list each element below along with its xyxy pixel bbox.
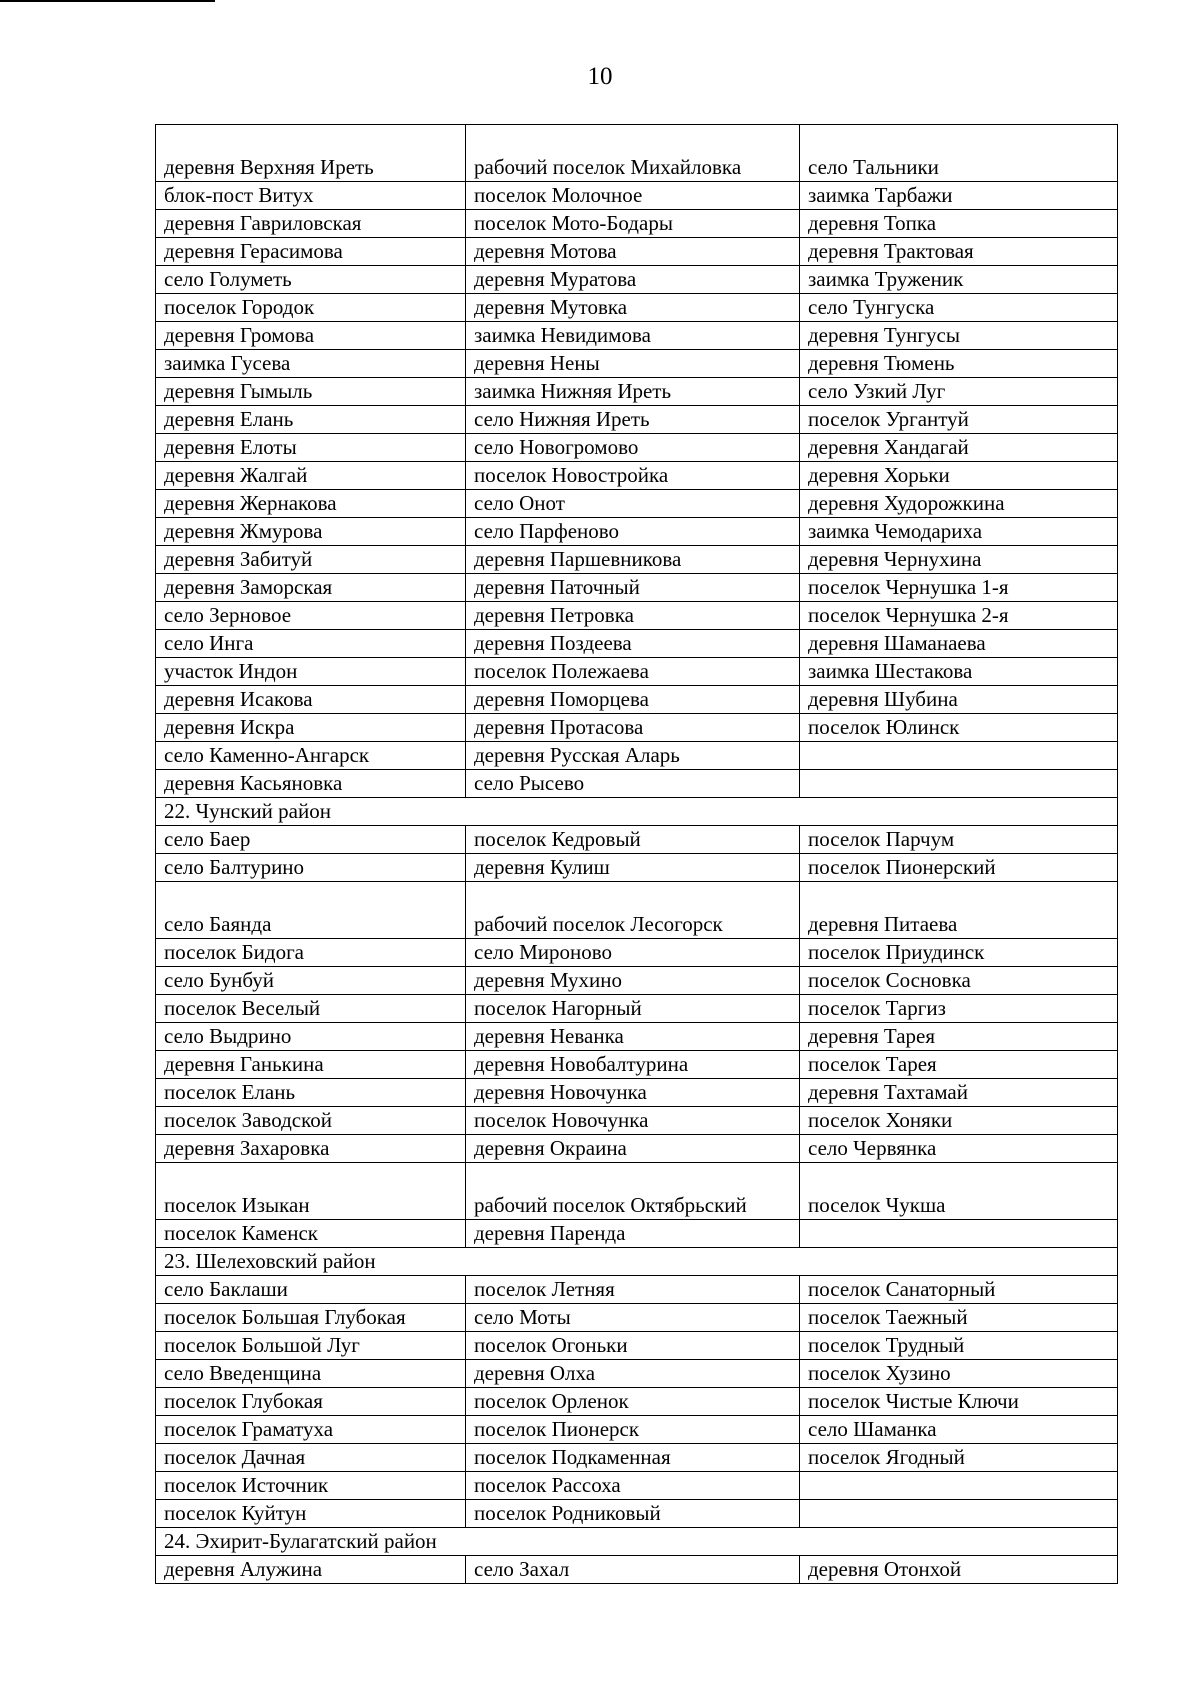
table-row bbox=[156, 658, 1118, 686]
table-cell: участок Индон bbox=[156, 658, 466, 686]
table-cell: заимка Шестакова bbox=[800, 658, 1118, 686]
table-cell: деревня Тахтамай bbox=[800, 1079, 1118, 1107]
table-cell: деревня Тунгусы bbox=[800, 322, 1118, 350]
table-cell: село Тальники bbox=[800, 125, 1118, 182]
table-row bbox=[156, 266, 1118, 294]
table-cell: рабочий поселок Михайловка bbox=[466, 125, 800, 182]
table-cell: поселок Приудинск bbox=[800, 939, 1118, 967]
section-header-row bbox=[156, 798, 1118, 826]
section-header-row bbox=[156, 1248, 1118, 1276]
table-cell: поселок Новочунка bbox=[466, 1107, 800, 1135]
table-cell: деревня Хорьки bbox=[800, 462, 1118, 490]
table-cell: поселок Каменск bbox=[156, 1220, 466, 1248]
table-cell: деревня Кулиш bbox=[466, 854, 800, 882]
table-row bbox=[156, 210, 1118, 238]
table-row bbox=[156, 939, 1118, 967]
table-row bbox=[156, 1023, 1118, 1051]
table-cell: поселок Родниковый bbox=[466, 1500, 800, 1528]
table-cell: село Введенщина bbox=[156, 1360, 466, 1388]
table-cell: деревня Отонхой bbox=[800, 1556, 1118, 1584]
table-cell: деревня Елань bbox=[156, 406, 466, 434]
table-cell: деревня Паренда bbox=[466, 1220, 800, 1248]
table-cell: поселок Ургантуй bbox=[800, 406, 1118, 434]
table-cell: поселок Подкаменная bbox=[466, 1444, 800, 1472]
table-cell: деревня Заморская bbox=[156, 574, 466, 602]
table-cell: деревня Чернухина bbox=[800, 546, 1118, 574]
table-cell: поселок Ягодный bbox=[800, 1444, 1118, 1472]
table-cell: поселок Веселый bbox=[156, 995, 466, 1023]
section-header: 22. Чунский район bbox=[156, 798, 1118, 826]
table-row bbox=[156, 322, 1118, 350]
table-cell: село Парфеново bbox=[466, 518, 800, 546]
table-row bbox=[156, 350, 1118, 378]
table-cell: рабочий поселок Лесогорск bbox=[466, 882, 800, 939]
table-cell: поселок Большой Луг bbox=[156, 1332, 466, 1360]
table-cell: поселок Заводской bbox=[156, 1107, 466, 1135]
table-row bbox=[156, 742, 1118, 770]
table-cell: деревня Мутовка bbox=[466, 294, 800, 322]
table-row bbox=[156, 995, 1118, 1023]
table-row bbox=[156, 882, 1118, 939]
table-row bbox=[156, 1388, 1118, 1416]
table-cell: поселок Куйтун bbox=[156, 1500, 466, 1528]
table-cell: поселок Юлинск bbox=[800, 714, 1118, 742]
table-row bbox=[156, 854, 1118, 882]
table-cell: поселок Санаторный bbox=[800, 1276, 1118, 1304]
table-row bbox=[156, 826, 1118, 854]
table-row bbox=[156, 1107, 1118, 1135]
table-cell: поселок Нагорный bbox=[466, 995, 800, 1023]
top-rule bbox=[0, 0, 215, 2]
table-row bbox=[156, 574, 1118, 602]
table-cell: поселок Хоняки bbox=[800, 1107, 1118, 1135]
table-row bbox=[156, 1416, 1118, 1444]
table-cell: поселок Чукша bbox=[800, 1163, 1118, 1220]
table-cell: село Рысево bbox=[466, 770, 800, 798]
table-cell: село Тунгуска bbox=[800, 294, 1118, 322]
table-cell: поселок Трудный bbox=[800, 1332, 1118, 1360]
table-cell: село Баер bbox=[156, 826, 466, 854]
table-cell: заимка Чемодариха bbox=[800, 518, 1118, 546]
table-cell: деревня Поморцева bbox=[466, 686, 800, 714]
table-cell: поселок Изыкан bbox=[156, 1163, 466, 1220]
table-cell: поселок Новостройка bbox=[466, 462, 800, 490]
table-cell: деревня Забитуй bbox=[156, 546, 466, 574]
table-row bbox=[156, 518, 1118, 546]
table-cell: заимка Тарбажи bbox=[800, 182, 1118, 210]
table-cell: поселок Тарея bbox=[800, 1051, 1118, 1079]
table-cell: деревня Герасимова bbox=[156, 238, 466, 266]
table-cell: поселок Рассоха bbox=[466, 1472, 800, 1500]
table-cell bbox=[800, 1220, 1118, 1248]
table-cell: село Узкий Луг bbox=[800, 378, 1118, 406]
table-cell: заимка Труженик bbox=[800, 266, 1118, 294]
table-cell: поселок Хузино bbox=[800, 1360, 1118, 1388]
table-cell: деревня Мухино bbox=[466, 967, 800, 995]
table-row bbox=[156, 1135, 1118, 1163]
table-row bbox=[156, 434, 1118, 462]
table-cell: деревня Русская Аларь bbox=[466, 742, 800, 770]
table-cell: село Голуметь bbox=[156, 266, 466, 294]
table-cell: село Червянка bbox=[800, 1135, 1118, 1163]
table-cell: деревня Громова bbox=[156, 322, 466, 350]
table-cell: деревня Верхняя Иреть bbox=[156, 125, 466, 182]
section-header: 23. Шелеховский район bbox=[156, 1248, 1118, 1276]
table-cell: село Нижняя Иреть bbox=[466, 406, 800, 434]
table-cell: поселок Чистые Ключи bbox=[800, 1388, 1118, 1416]
table-cell: поселок Елань bbox=[156, 1079, 466, 1107]
table-cell: деревня Ганькина bbox=[156, 1051, 466, 1079]
table-cell: деревня Новочунка bbox=[466, 1079, 800, 1107]
table-row bbox=[156, 1332, 1118, 1360]
table-cell: деревня Хандагай bbox=[800, 434, 1118, 462]
table-cell: деревня Жмурова bbox=[156, 518, 466, 546]
table-cell: поселок Дачная bbox=[156, 1444, 466, 1472]
table-row bbox=[156, 1276, 1118, 1304]
table-cell: деревня Захаровка bbox=[156, 1135, 466, 1163]
table-cell: деревня Паточный bbox=[466, 574, 800, 602]
table-row bbox=[156, 1079, 1118, 1107]
table-cell: поселок Огоньки bbox=[466, 1332, 800, 1360]
table-row bbox=[156, 294, 1118, 322]
table-cell bbox=[800, 1472, 1118, 1500]
table-cell: село Баянда bbox=[156, 882, 466, 939]
table-cell: поселок Городок bbox=[156, 294, 466, 322]
table-cell: поселок Таргиз bbox=[800, 995, 1118, 1023]
table-cell: блок-пост Витух bbox=[156, 182, 466, 210]
table-cell: деревня Исакова bbox=[156, 686, 466, 714]
table-row bbox=[156, 1051, 1118, 1079]
table-cell: деревня Алужина bbox=[156, 1556, 466, 1584]
table-cell: поселок Источник bbox=[156, 1472, 466, 1500]
table-cell: деревня Новобалтурина bbox=[466, 1051, 800, 1079]
table-row bbox=[156, 630, 1118, 658]
table-cell: деревня Окраина bbox=[466, 1135, 800, 1163]
table-cell: деревня Елоты bbox=[156, 434, 466, 462]
table-cell bbox=[800, 742, 1118, 770]
table-cell: поселок Парчум bbox=[800, 826, 1118, 854]
table-cell: поселок Летняя bbox=[466, 1276, 800, 1304]
table-cell: поселок Кедровый bbox=[466, 826, 800, 854]
section-header: 24. Эхирит-Булагатский район bbox=[156, 1528, 1118, 1556]
settlements-table-body bbox=[156, 125, 1118, 1584]
table-cell: деревня Трактовая bbox=[800, 238, 1118, 266]
table-cell: деревня Нены bbox=[466, 350, 800, 378]
table-cell: поселок Сосновка bbox=[800, 967, 1118, 995]
table-cell: поселок Чернушка 1-я bbox=[800, 574, 1118, 602]
table-cell: село Баклаши bbox=[156, 1276, 466, 1304]
table-cell: рабочий поселок Октябрьский bbox=[466, 1163, 800, 1220]
table-cell: деревня Поздеева bbox=[466, 630, 800, 658]
table-cell: село Шаманка bbox=[800, 1416, 1118, 1444]
table-cell: деревня Гавриловская bbox=[156, 210, 466, 238]
table-cell: поселок Чернушка 2-я bbox=[800, 602, 1118, 630]
table-cell: заимка Нижняя Иреть bbox=[466, 378, 800, 406]
table-row bbox=[156, 967, 1118, 995]
table-cell: деревня Топка bbox=[800, 210, 1118, 238]
settlements-table bbox=[155, 124, 1118, 1584]
table-row bbox=[156, 1304, 1118, 1332]
table-row bbox=[156, 238, 1118, 266]
table-row bbox=[156, 1472, 1118, 1500]
table-cell: деревня Тарея bbox=[800, 1023, 1118, 1051]
table-cell: село Онот bbox=[466, 490, 800, 518]
table-row bbox=[156, 546, 1118, 574]
table-cell: поселок Пионерский bbox=[800, 854, 1118, 882]
table-cell: поселок Мото-Бодары bbox=[466, 210, 800, 238]
table-cell: село Моты bbox=[466, 1304, 800, 1332]
table-row bbox=[156, 406, 1118, 434]
table-row bbox=[156, 490, 1118, 518]
table-cell: деревня Мотова bbox=[466, 238, 800, 266]
table-cell: поселок Молочное bbox=[466, 182, 800, 210]
table-cell: деревня Тюмень bbox=[800, 350, 1118, 378]
table-row bbox=[156, 770, 1118, 798]
table-row bbox=[156, 1220, 1118, 1248]
table-row bbox=[156, 686, 1118, 714]
table-cell: заимка Гусева bbox=[156, 350, 466, 378]
table-cell: поселок Бидога bbox=[156, 939, 466, 967]
table-cell: деревня Протасова bbox=[466, 714, 800, 742]
page-number: 10 bbox=[587, 63, 613, 90]
table-cell: село Балтурино bbox=[156, 854, 466, 882]
table-cell: деревня Гымыль bbox=[156, 378, 466, 406]
table-cell: поселок Орленок bbox=[466, 1388, 800, 1416]
table-cell: поселок Граматуха bbox=[156, 1416, 466, 1444]
table-cell: село Бунбуй bbox=[156, 967, 466, 995]
table-cell: деревня Касьяновка bbox=[156, 770, 466, 798]
table-row bbox=[156, 462, 1118, 490]
table-cell: деревня Питаева bbox=[800, 882, 1118, 939]
table-row bbox=[156, 1500, 1118, 1528]
table-cell bbox=[800, 770, 1118, 798]
table-cell: деревня Олха bbox=[466, 1360, 800, 1388]
table-row bbox=[156, 1444, 1118, 1472]
table-cell: поселок Полежаева bbox=[466, 658, 800, 686]
table-cell: деревня Шаманаева bbox=[800, 630, 1118, 658]
table-cell: деревня Жалгай bbox=[156, 462, 466, 490]
table-cell: село Каменно-Ангарск bbox=[156, 742, 466, 770]
table-row bbox=[156, 182, 1118, 210]
table-cell: село Зерновое bbox=[156, 602, 466, 630]
table-cell: поселок Глубокая bbox=[156, 1388, 466, 1416]
table-cell: поселок Большая Глубокая bbox=[156, 1304, 466, 1332]
table-cell: деревня Паршевникова bbox=[466, 546, 800, 574]
table-cell: деревня Муратова bbox=[466, 266, 800, 294]
table-row bbox=[156, 714, 1118, 742]
table-cell: село Выдрино bbox=[156, 1023, 466, 1051]
table-cell: поселок Таежный bbox=[800, 1304, 1118, 1332]
table-row bbox=[156, 378, 1118, 406]
table-cell: село Мироново bbox=[466, 939, 800, 967]
table-row bbox=[156, 1556, 1118, 1584]
table-cell: поселок Пионерск bbox=[466, 1416, 800, 1444]
table-cell: село Захал bbox=[466, 1556, 800, 1584]
table-row bbox=[156, 125, 1118, 182]
table-cell: деревня Жернакова bbox=[156, 490, 466, 518]
table-cell: деревня Петровка bbox=[466, 602, 800, 630]
table-cell: деревня Неванка bbox=[466, 1023, 800, 1051]
section-header-row bbox=[156, 1528, 1118, 1556]
table-cell bbox=[800, 1500, 1118, 1528]
table-row bbox=[156, 1360, 1118, 1388]
table-row bbox=[156, 1163, 1118, 1220]
table-cell: заимка Невидимова bbox=[466, 322, 800, 350]
table-cell: деревня Искра bbox=[156, 714, 466, 742]
table-cell: село Инга bbox=[156, 630, 466, 658]
table-cell: деревня Худорожкина bbox=[800, 490, 1118, 518]
table-cell: деревня Шубина bbox=[800, 686, 1118, 714]
table-row bbox=[156, 602, 1118, 630]
table-cell: село Новогромово bbox=[466, 434, 800, 462]
